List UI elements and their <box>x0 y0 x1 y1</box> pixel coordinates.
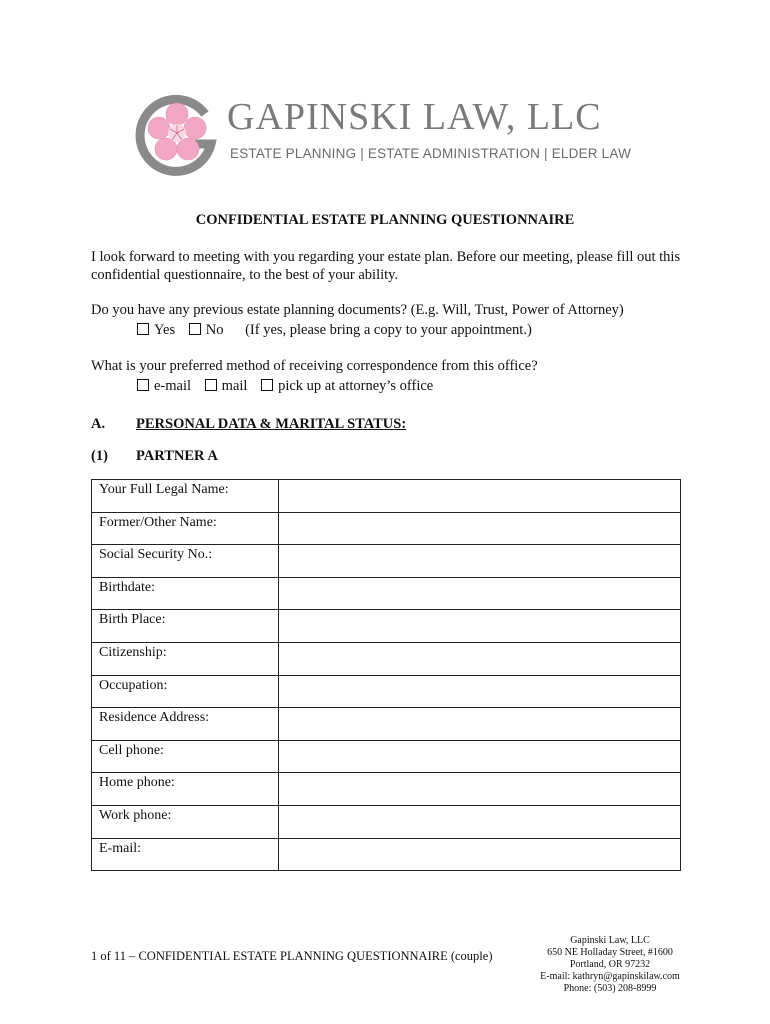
subsection-title: PARTNER A <box>136 448 218 464</box>
subsection-number: (1) <box>91 448 108 464</box>
field-label: Occupation: <box>92 675 279 708</box>
firm-tagline: ESTATE PLANNING | ESTATE ADMINISTRATION | ELDER LAW <box>230 146 632 161</box>
table-row <box>92 577 681 610</box>
table-row <box>92 545 681 578</box>
table-row <box>92 512 681 545</box>
prev-docs-question: Do you have any previous estate planning documents? (E.g. Will, Trust, Power of Attorney) <box>91 302 624 318</box>
field-label: Your Full Legal Name: <box>92 480 279 513</box>
prev-docs-note: (If yes, please bring a copy to your appointment.) <box>245 322 532 338</box>
occupation-field[interactable] <box>278 675 680 708</box>
table-row <box>92 708 681 741</box>
footer-firm: Gapinski Law, LLC <box>570 935 650 946</box>
email-checkbox[interactable] <box>137 379 149 391</box>
full-legal-name-field[interactable] <box>278 480 680 513</box>
field-label: Social Security No.: <box>92 545 279 578</box>
mail-checkbox[interactable] <box>205 379 217 391</box>
section-title: PERSONAL DATA & MARITAL STATUS: <box>136 416 407 432</box>
no-label: No <box>205 322 224 338</box>
field-label: E-mail: <box>92 838 279 871</box>
table-row <box>92 642 681 675</box>
table-row <box>92 805 681 838</box>
firm-logo <box>135 92 655 180</box>
table-row <box>92 838 681 871</box>
mail-label: mail <box>221 378 248 394</box>
yes-label: Yes <box>154 322 176 338</box>
yes-checkbox[interactable] <box>137 323 149 335</box>
field-label: Home phone: <box>92 773 279 806</box>
residence-address-field[interactable] <box>278 708 680 741</box>
table-row <box>92 740 681 773</box>
table-row <box>92 480 681 513</box>
table-row <box>92 610 681 643</box>
field-label: Citizenship: <box>92 642 279 675</box>
no-checkbox[interactable] <box>189 323 201 335</box>
field-label: Former/Other Name: <box>92 512 279 545</box>
footer-page-info: 1 of 11 – CONFIDENTIAL ESTATE PLANNING QUESTIONNAIRE (couple) <box>91 949 493 963</box>
table-row <box>92 773 681 806</box>
birthdate-field[interactable] <box>278 577 680 610</box>
birth-place-field[interactable] <box>278 610 680 643</box>
ssn-field[interactable] <box>278 545 680 578</box>
email-label: e-mail <box>154 378 192 394</box>
footer-phone: Phone: (503) 208-8999 <box>563 983 657 994</box>
field-label: Birthdate: <box>92 577 279 610</box>
footer-email: E-mail: kathryn@gapinskilaw.com <box>540 971 680 982</box>
citizenship-field[interactable] <box>278 642 680 675</box>
footer-city: Portland, OR 97232 <box>569 959 651 970</box>
footer-contact-block <box>530 935 690 995</box>
document-title: CONFIDENTIAL ESTATE PLANNING QUESTIONNAIRE <box>195 212 575 228</box>
partner-a-form-table <box>91 479 681 871</box>
pickup-label: pick up at attorney’s office <box>278 378 434 394</box>
footer-street: 650 NE Holladay Street, #1600 <box>547 947 673 958</box>
cell-phone-field[interactable] <box>278 740 680 773</box>
table-row <box>92 675 681 708</box>
intro-paragraph: I look forward to meeting with you regarding your estate plan. Before our meeting, please fill out this confidential questionnaire, to the best of your ability. <box>91 249 681 283</box>
home-phone-field[interactable] <box>278 773 680 806</box>
field-label: Cell phone: <box>92 740 279 773</box>
field-label: Work phone: <box>92 805 279 838</box>
field-label: Residence Address: <box>92 708 279 741</box>
prev-docs-options <box>137 322 532 339</box>
field-label: Birth Place: <box>92 610 279 643</box>
cherry-blossom-logo-icon <box>135 92 219 176</box>
work-phone-field[interactable] <box>278 805 680 838</box>
correspondence-question: What is your preferred method of receiving correspondence from this office? <box>91 358 538 374</box>
firm-name: GAPINSKI LAW, LLC <box>227 96 602 138</box>
email-field[interactable] <box>278 838 680 871</box>
section-letter: A. <box>91 416 106 432</box>
pickup-checkbox[interactable] <box>261 379 273 391</box>
former-name-field[interactable] <box>278 512 680 545</box>
correspondence-options <box>137 378 433 395</box>
